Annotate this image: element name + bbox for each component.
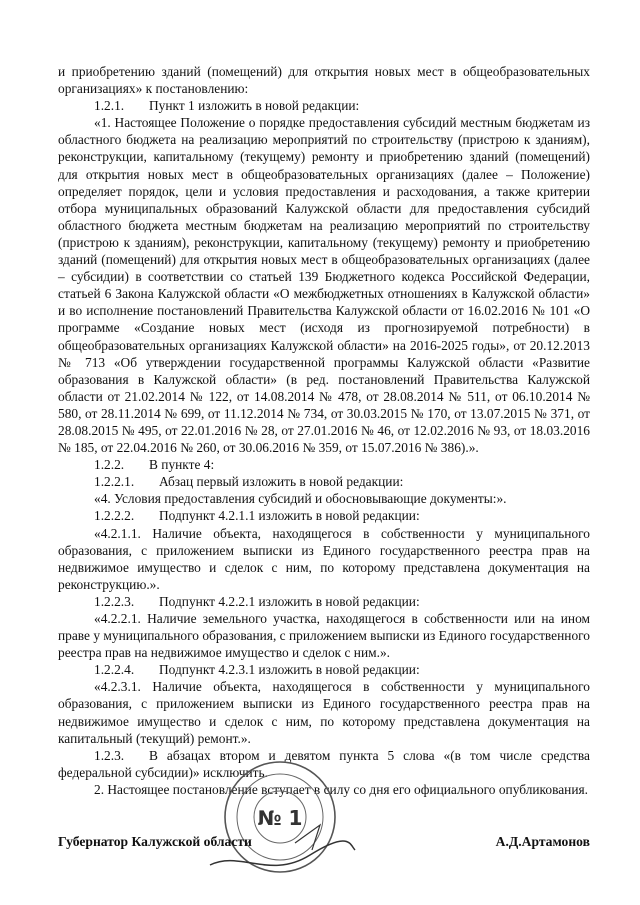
document-body	[58, 63, 590, 798]
paragraph-number: 1.2.2.4.	[94, 662, 135, 678]
paragraph-text: «4.2.1.1. Наличие объекта, находящегося в собственности у муниципального образования, с приложением выписки из Единого государственного реестра прав на недвижимое имущество и сделок с ним, по которому представлена документация на реконструкцию.».	[58, 525, 590, 592]
paragraph	[58, 63, 590, 97]
paragraph	[58, 490, 590, 507]
paragraph	[58, 525, 590, 593]
paragraph-text: «4.2.2.1. Наличие земельного участка, находящегося в собственности или на ином праве у муниципального образования, с приложением выписки из Единого государственного реестра прав на недвижимое имущество и сделок с ним.».	[58, 611, 590, 661]
paragraph-text: Пункт 1 изложить в новой редакции:	[149, 98, 360, 114]
signature-position: Губернатор Калужской области	[58, 834, 252, 849]
paragraph	[58, 593, 590, 610]
paragraph-text: «4.2.3.1. Наличие объекта, находящегося в собственности у муниципального образования, с приложением выписки из Единого государственного реестра прав на недвижимое имущество и сделок с ним, по которому представлена документация на капитальный (текущий) ремонт.».	[58, 679, 590, 746]
paragraph-number: 1.2.2.2.	[94, 508, 135, 524]
paragraph	[58, 456, 590, 473]
paragraph-text: и приобретению зданий (помещений) для открытия новых мест в общеобразовательных организациях» к постановлению:	[58, 64, 590, 97]
paragraph-text: 2. Настоящее постановление вступает в силу со дня его официального опубликования.	[94, 781, 588, 797]
paragraph-text: «4. Условия предоставления субсидий и обосновывающие документы:».	[94, 491, 507, 507]
signature-name: А.Д.Артамонов	[495, 834, 590, 849]
paragraph-text: Подпункт 4.2.3.1 изложить в новой редакции:	[159, 662, 420, 678]
paragraph-text: Подпункт 4.2.2.1 изложить в новой редакции:	[159, 593, 420, 609]
paragraph-number: 1.2.2.1.	[94, 474, 135, 490]
paragraph	[58, 661, 590, 678]
paragraph-text: В абзацах втором и девятом пункта 5 слова «(в том числе средства федеральной субсидии)» исключить.	[58, 747, 590, 780]
paragraph-text: «1. Настоящее Положение о порядке предоставления субсидий местным бюджетам из областного бюджета на реализацию мероприятий по строительству (пристрою к зданиям), реконструкции, капитальному (текущему) ремонту и приобретению зданий (помещений) для открытия новых мест в общеобразовательных организациях (далее – Положение) определяет порядок, цели и условия предоставления и расходования, а также критерии отбора муниципальных образований Калужской области для предоставления субсидий областного бюджета местным бюджетам на реализацию мероприятий по строительству (пристрою к зданиям), реконструкции, капитальному (текущему) ремонту и приобретению зданий (помещений) для открытия новых мест в общеобразовательных организациях (далее – субсидии) в соответствии со статьей 139 Бюджетного кодекса Российской Федерации, статьей 6 Закона Калужской области «О межбюджетных отношениях в Калужской области» и во исполнение постановлений Правительства Калужской области от 16.02.2016 № 101 «О программе «Создание новых мест (исходя из прогнозируемой потребности) в общеобразовательных организациях Калужской области» на 2016-2025 годы», от 20.12.2013 № 713 «Об утверждении государственной программы Калужской области «Развитие образования в Калужской области» (в ред. постановлений Правительства Калужской области от 21.02.2014 № 122, от 14.08.2014 № 478, от 28.08.2014 № 511, от 06.10.2014 № 580, от 28.11.2014 № 699, от 11.12.2014 № 734, от 30.03.2015 № 170, от 13.07.2015 № 371, от 28.08.2015 № 495, от 22.01.2016 № 28, от 27.01.2016 № 46, от 12.02.2016 № 93, от 18.03.2016 № 185, от 22.04.2016 № 260, от 30.06.2016 № 359, от 15.07.2016 № 386).».	[58, 115, 590, 456]
paragraph-text: Абзац первый изложить в новой редакции:	[159, 474, 404, 490]
paragraph	[58, 610, 590, 661]
paragraph	[58, 114, 590, 456]
paragraph	[58, 507, 590, 524]
paragraph	[58, 678, 590, 746]
paragraph-number: 1.2.2.	[94, 457, 125, 473]
paragraph	[58, 473, 590, 490]
paragraph-number: 1.2.1.	[94, 98, 125, 114]
paragraph-text: В пункте 4:	[149, 457, 215, 473]
official-seal	[200, 755, 360, 890]
seal-number: № 1	[257, 806, 303, 830]
paragraph-text: Подпункт 4.2.1.1 изложить в новой редакции:	[159, 508, 420, 524]
paragraph-number: 1.2.2.3.	[94, 593, 135, 609]
paragraph-number: 1.2.3.	[94, 747, 125, 763]
paragraph	[58, 97, 590, 114]
